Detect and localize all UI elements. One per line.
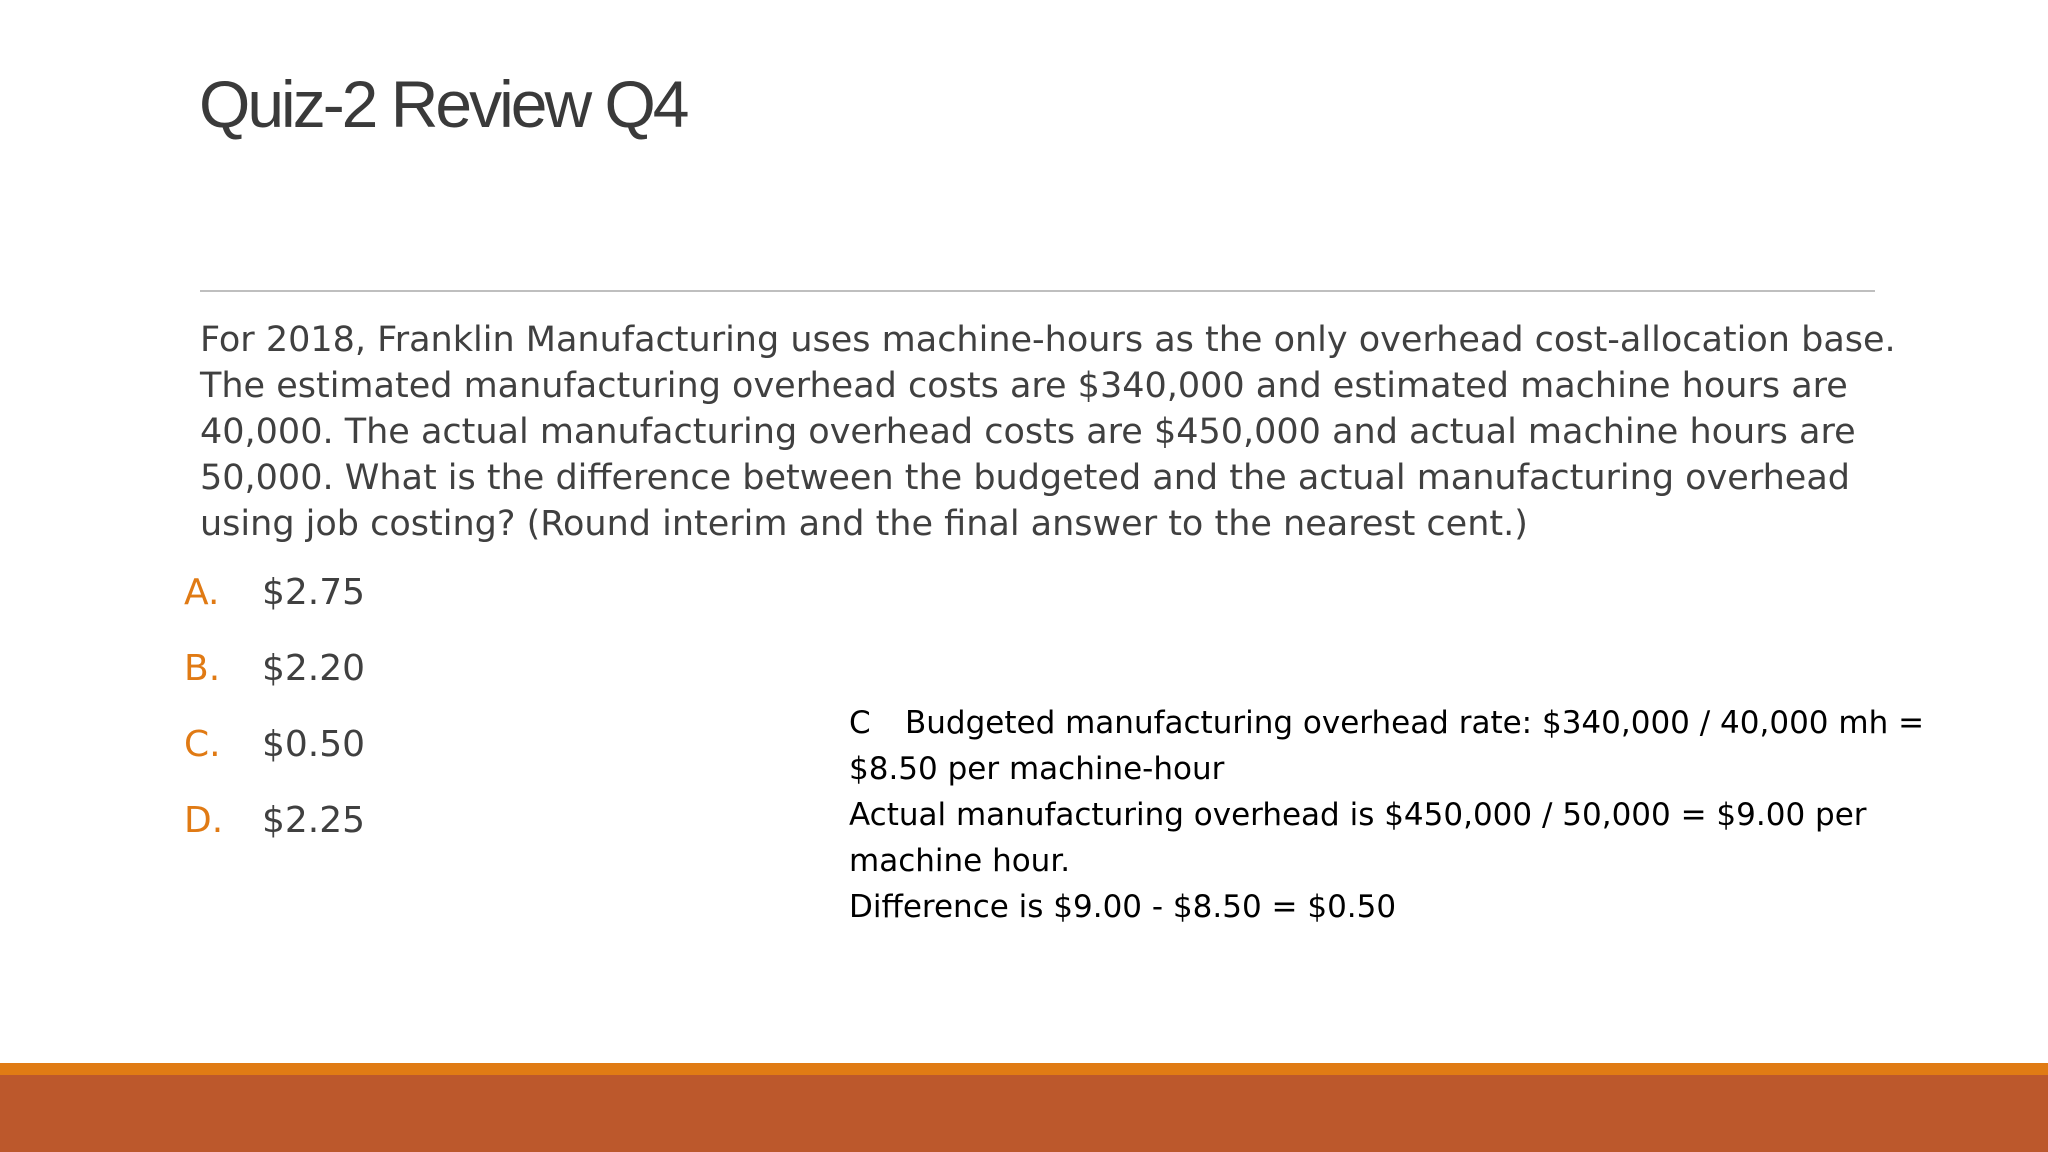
answer-line-2: $8.50 per machine-hour (849, 751, 1225, 787)
option-value: $2.20 (262, 648, 366, 689)
answer-line-4: machine hour. (849, 843, 1071, 879)
option-c (184, 724, 365, 800)
answer-line-1 (849, 700, 1979, 746)
answer-line-5: Difference is $9.00 - $8.50 = $0.50 (849, 889, 1397, 925)
option-letter: D. (184, 800, 224, 841)
slide-title: Quiz-2 Review Q4 (199, 67, 687, 141)
option-letter: A. (184, 572, 220, 613)
option-value: $2.75 (262, 572, 366, 613)
option-value: $0.50 (262, 724, 366, 765)
footer-accent-bar (0, 1063, 2048, 1075)
answer-options (184, 572, 365, 876)
option-a (184, 572, 365, 648)
question-text: For 2018, Franklin Manufacturing uses machine-hours as the only overhead cost-allocation base. The estimated manufacturing overhead costs are $340,000 and estimated machine hours are 40,000. The actual manufacturing overhead costs are $450,000 and actual machine hours are 50,000. What is the difference between the budgeted and the actual manufacturing overhead using job costing? (Round interim and the final answer to the nearest cent.) (200, 320, 1896, 544)
option-d (184, 800, 365, 876)
title-divider (200, 290, 1875, 292)
answer-line-3: Actual manufacturing overhead is $450,000 / 50,000 = $9.00 per (849, 797, 1867, 833)
footer-bar (0, 1075, 2048, 1152)
option-letter: C. (184, 724, 221, 765)
option-b (184, 648, 365, 724)
option-value: $2.25 (262, 800, 366, 841)
answer-explanation (849, 700, 1979, 930)
option-letter: B. (184, 648, 221, 689)
answer-text: Budgeted manufacturing overhead rate: $340,000 / 40,000 mh = (905, 705, 1925, 741)
answer-letter: C (849, 705, 871, 741)
